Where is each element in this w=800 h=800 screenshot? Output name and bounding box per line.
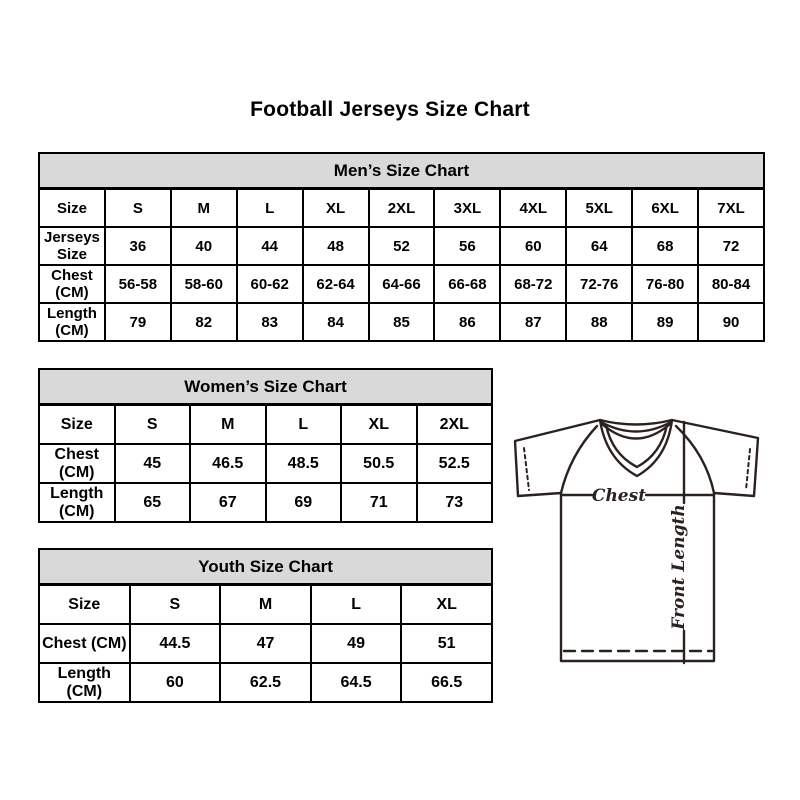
- womens-size-chart-table: [38, 368, 493, 523]
- page-title: Football Jerseys Size Chart: [250, 98, 530, 121]
- table-cell: 48.5: [266, 444, 342, 483]
- table-cell: 47: [220, 624, 311, 663]
- table-cell: L: [237, 189, 303, 228]
- table-cell: 49: [311, 624, 402, 663]
- table-cell: 84: [303, 303, 369, 341]
- table-row: [39, 444, 492, 483]
- table-cell: 7XL: [698, 189, 764, 228]
- table-cell: 68: [632, 227, 698, 265]
- table-cell: 88: [566, 303, 632, 341]
- table-cell: 5XL: [566, 189, 632, 228]
- row-label: Length (CM): [39, 303, 105, 341]
- mens-size-chart-table: [38, 152, 765, 342]
- table-cell: 82: [171, 303, 237, 341]
- table-cell: M: [190, 405, 266, 445]
- jersey-measurement-diagram: [500, 403, 780, 673]
- youth-chart-title: Youth Size Chart: [39, 549, 492, 585]
- table-cell: 60: [130, 663, 221, 702]
- table-cell: XL: [341, 405, 417, 445]
- table-cell: 72-76: [566, 265, 632, 303]
- chest-label: Chest: [591, 486, 647, 506]
- table-cell: 76-80: [632, 265, 698, 303]
- table-cell: 2XL: [369, 189, 435, 228]
- chart-title-row: [39, 549, 492, 585]
- table-cell: 60-62: [237, 265, 303, 303]
- table-cell: XL: [303, 189, 369, 228]
- table-cell: 51: [401, 624, 492, 663]
- row-label: Chest (CM): [39, 444, 115, 483]
- table-cell: S: [105, 189, 171, 228]
- mens-chart-title: Men’s Size Chart: [39, 153, 764, 189]
- table-cell: M: [220, 585, 311, 625]
- table-cell: 62.5: [220, 663, 311, 702]
- table-cell: 4XL: [500, 189, 566, 228]
- table-row: [39, 227, 764, 265]
- table-cell: 67: [190, 483, 266, 522]
- table-cell: 71: [341, 483, 417, 522]
- table-cell: 64.5: [311, 663, 402, 702]
- table-cell: 56: [434, 227, 500, 265]
- row-label: Size: [39, 405, 115, 445]
- table-cell: 66.5: [401, 663, 492, 702]
- table-cell: 58-60: [171, 265, 237, 303]
- table-cell: 90: [698, 303, 764, 341]
- youth-table: [38, 548, 493, 703]
- table-cell: 87: [500, 303, 566, 341]
- table-cell: 64-66: [369, 265, 435, 303]
- table-cell: 52.5: [417, 444, 493, 483]
- table-cell: 6XL: [632, 189, 698, 228]
- womens-chart-title: Women’s Size Chart: [39, 369, 492, 405]
- table-cell: 68-72: [500, 265, 566, 303]
- table-cell: 86: [434, 303, 500, 341]
- table-cell: 65: [115, 483, 191, 522]
- table-cell: XL: [401, 585, 492, 625]
- womens-table: [38, 368, 493, 523]
- table-cell: 80-84: [698, 265, 764, 303]
- table-cell: 36: [105, 227, 171, 265]
- table-cell: 85: [369, 303, 435, 341]
- table-row: [39, 483, 492, 522]
- table-cell: 73: [417, 483, 493, 522]
- table-cell: 3XL: [434, 189, 500, 228]
- row-label: Jerseys Size: [39, 227, 105, 265]
- table-cell: 83: [237, 303, 303, 341]
- table-cell: 50.5: [341, 444, 417, 483]
- table-row: [39, 585, 492, 625]
- chart-title-row: [39, 153, 764, 189]
- table-cell: 56-58: [105, 265, 171, 303]
- table-cell: 52: [369, 227, 435, 265]
- table-row: [39, 624, 492, 663]
- table-cell: S: [115, 405, 191, 445]
- row-label: Chest (CM): [39, 624, 130, 663]
- table-cell: 69: [266, 483, 342, 522]
- table-cell: 40: [171, 227, 237, 265]
- table-cell: M: [171, 189, 237, 228]
- chart-title-row: [39, 369, 492, 405]
- table-cell: 2XL: [417, 405, 493, 445]
- table-cell: 48: [303, 227, 369, 265]
- table-cell: 44.5: [130, 624, 221, 663]
- table-cell: 79: [105, 303, 171, 341]
- row-label: Chest (CM): [39, 265, 105, 303]
- row-label: Size: [39, 189, 105, 228]
- table-cell: 64: [566, 227, 632, 265]
- youth-size-chart-table: [38, 548, 493, 703]
- mens-table: [38, 152, 765, 342]
- jersey-outline: [515, 420, 758, 661]
- table-cell: 60: [500, 227, 566, 265]
- table-row: [39, 405, 492, 445]
- table-row: [39, 663, 492, 702]
- table-cell: L: [266, 405, 342, 445]
- table-cell: 45: [115, 444, 191, 483]
- row-label: Length (CM): [39, 483, 115, 522]
- table-cell: 62-64: [303, 265, 369, 303]
- table-row: [39, 303, 764, 341]
- table-cell: 72: [698, 227, 764, 265]
- table-row: [39, 189, 764, 228]
- row-label: Length (CM): [39, 663, 130, 702]
- table-cell: 46.5: [190, 444, 266, 483]
- table-cell: 66-68: [434, 265, 500, 303]
- front-length-label: Front Length: [669, 504, 689, 630]
- table-cell: L: [311, 585, 402, 625]
- table-cell: 44: [237, 227, 303, 265]
- table-row: [39, 265, 764, 303]
- table-cell: S: [130, 585, 221, 625]
- table-cell: 89: [632, 303, 698, 341]
- row-label: Size: [39, 585, 130, 625]
